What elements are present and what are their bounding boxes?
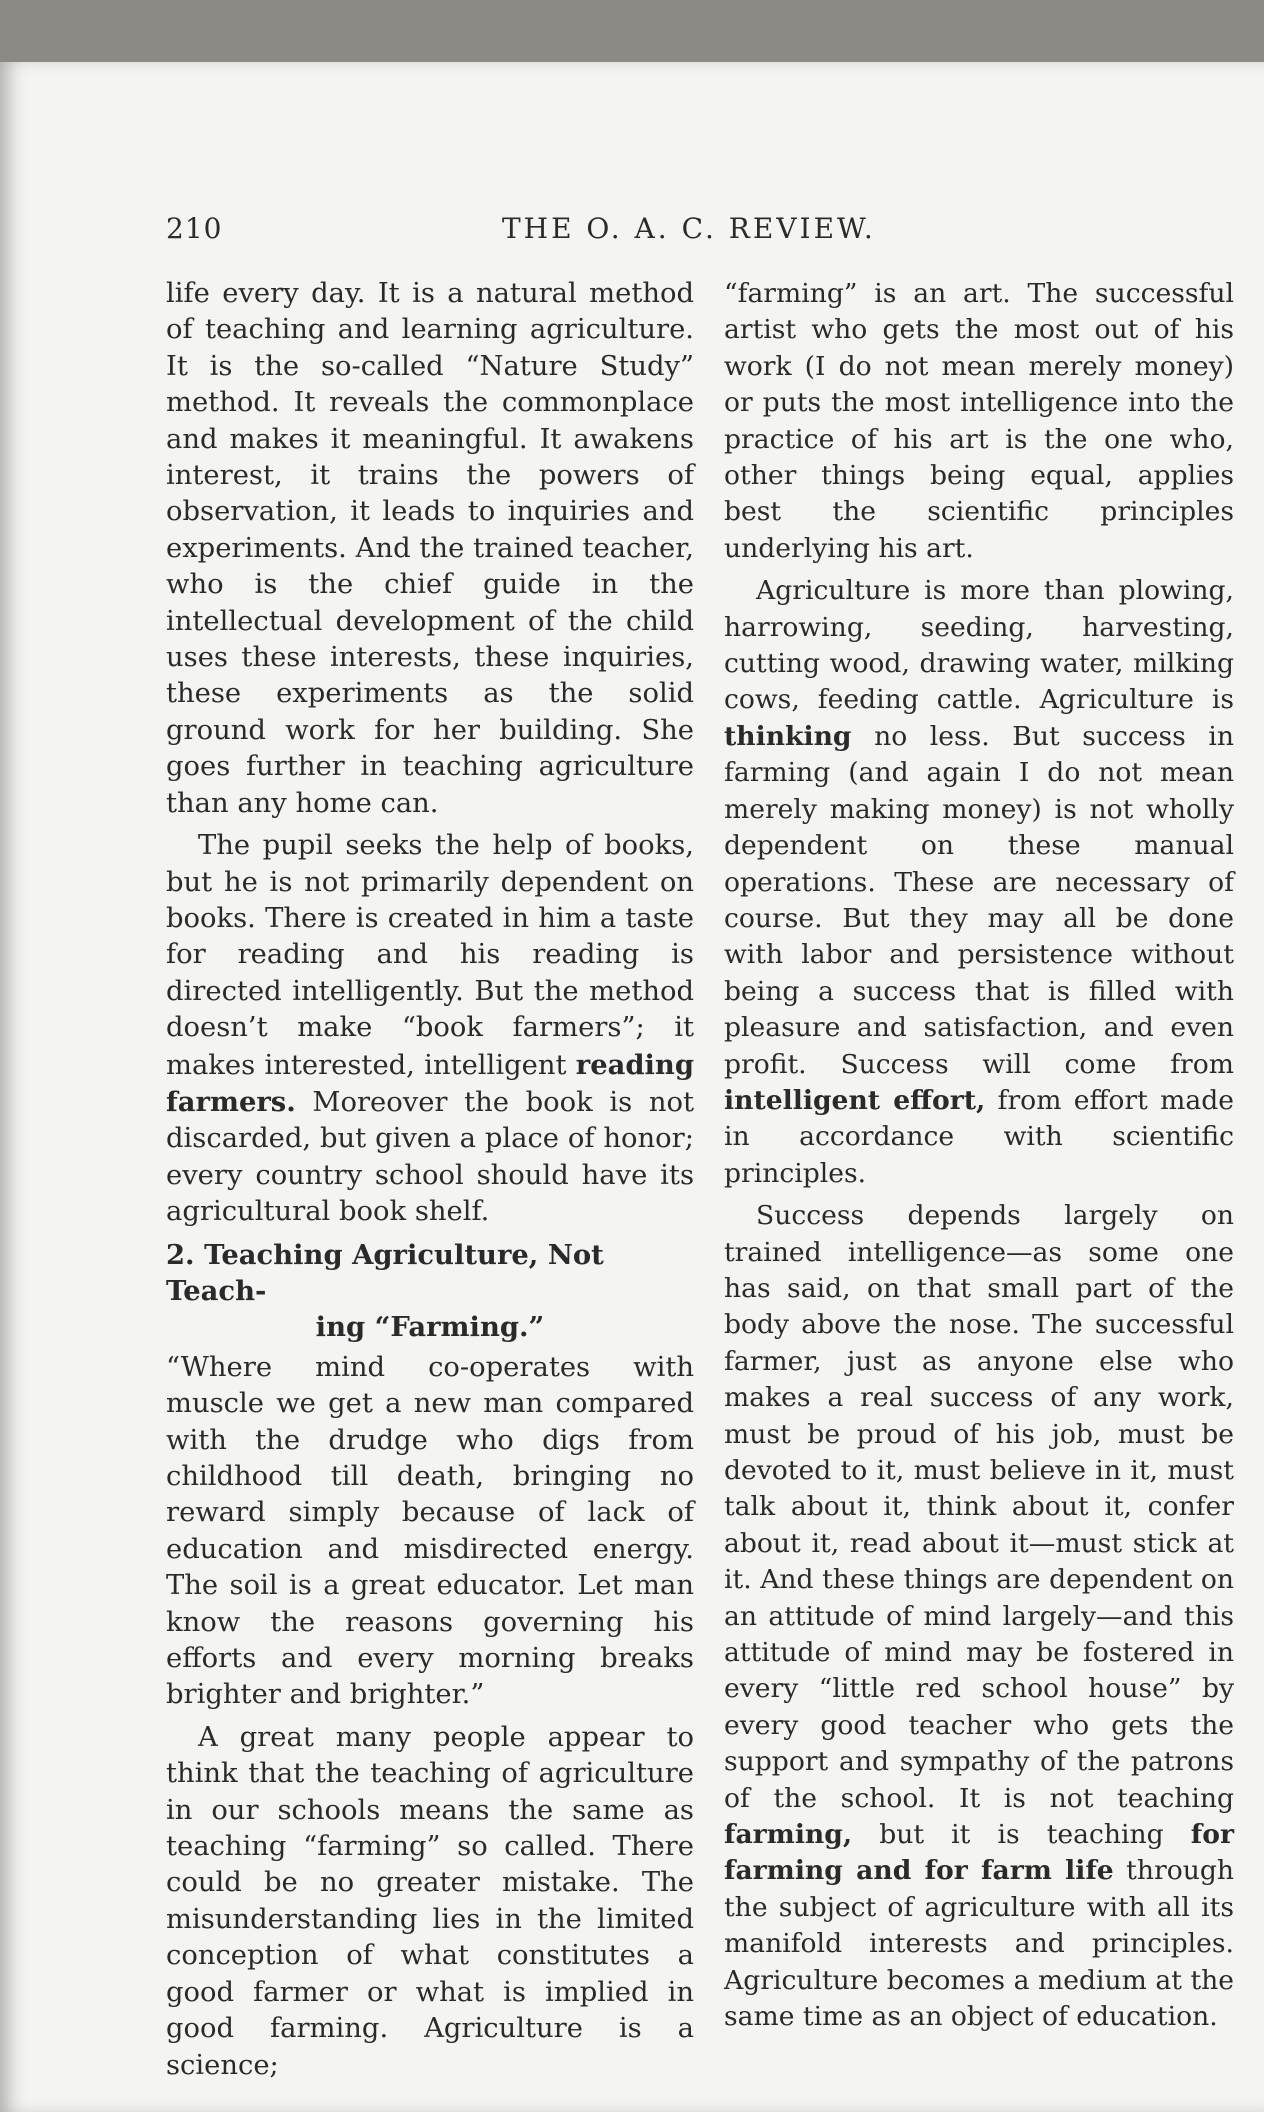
paragraph-text: through the subject of agriculture with all its manifold interests and principles. Agriculture becomes a medium at the same time as an object of education. [724, 1855, 1234, 2033]
paragraph-text: from effort made in accordance with scientific principles. [724, 1084, 1234, 1189]
section-heading-line: ing “Farming.” [315, 1311, 545, 1344]
paragraph-text: The pupil seeks the help of books, but he is not primarily dependent on books. There is created in him a taste for reading and his reading is directed intelligently. But the method doesn’t make “book farmers”; it makes interested, intelligent [166, 830, 694, 1081]
paragraph [724, 1198, 1234, 2035]
paragraph [166, 828, 694, 1230]
section-heading-line: 2. Teaching Agriculture, Not Teach- [166, 1238, 604, 1307]
paragraph-text: Success depends largely on trained intelligence—as some one has said, on that small part of the body above the nose. The successful farmer, just as anyone else who makes a real success of any work, must be proud of his job, must be devoted to it, must believe in it, must talk about it, think about it, confer about it, read about it—must stick at it. And these things are dependent on an attitude of mind largely—and this attitude of mind may be fostered in every “little red school house” by every good teacher who gets the support and sympathy of the patrons of the school. It is not teaching [724, 1200, 1234, 1814]
paragraph-text: no less. But success in farming (and again I do not mean merely making money) is not wholly dependent on these manual operations. These are necessary of course. But they may all be done with labor and persistence without being a success that is filled with pleasure and satisfaction, and even profit. Success will come from [724, 720, 1234, 1080]
bold-phrase: for farming and for farm life [724, 1819, 1234, 1887]
bold-phrase: intelligent effort, [724, 1084, 986, 1116]
paragraph-text: Agriculture is more than plowing, harrowing, seeding, harvesting, cutting wood, drawing water, milking cows, feeding cattle. Agriculture is [724, 575, 1234, 716]
journal-title: THE O. A. C. REVIEW. [502, 212, 876, 245]
paragraph: A great many people appear to think that the teaching of agriculture in our schools means the same as teaching “farming” so called. There could be no greater mistake. The misunderstanding lies in the limited conception of what constitutes a good farmer or what is implied in good farming. Agriculture is a science; [166, 1721, 694, 2081]
left-column [166, 276, 694, 2090]
paragraph-text: but it is teaching [852, 1819, 1191, 1851]
right-column [724, 276, 1234, 2042]
bold-phrase: farming, [724, 1819, 853, 1851]
quotation-paragraph: “Where mind co-operates with muscle we get a new man compared with the drudge who digs from childhood till death, bringing no reward simply because of lack of education and misdirected energy. The soil is a great educator. Let man know the reasons governing his efforts and every morning breaks brighter and brighter.” [166, 1351, 694, 1711]
paragraph: life every day. It is a natural method of teaching and learning agriculture. It is the so-called “Nature Study” method. It reveals the commonplace and makes it meaningful. It awakens interest, it trains the powers of observation, it leads to inquiries and experiments. And the trained teacher, who is the chief guide in the intellectual development of the child uses these interests, these inquiries, these experiments as the solid ground work for her building. She goes further in teaching agriculture than any home can. [166, 278, 694, 819]
running-head [166, 212, 1114, 262]
page-number: 210 [166, 212, 223, 245]
bold-phrase: thinking [724, 720, 852, 752]
paragraph: “farming” is an art. The successful artist who gets the most out of his work (I do not mean merely money) or puts the most intelligence into the practice of his art is the one who, other things being equal, applies best the scientific principles underlying his art. [724, 278, 1234, 564]
section-heading [166, 1237, 694, 1346]
paragraph-text: Moreover the book is not discarded, but given a place of honor; every country school should have its agricultural book shelf. [166, 1086, 694, 1228]
bold-phrase: reading farmers. [166, 1048, 694, 1118]
paragraph [724, 573, 1234, 1192]
